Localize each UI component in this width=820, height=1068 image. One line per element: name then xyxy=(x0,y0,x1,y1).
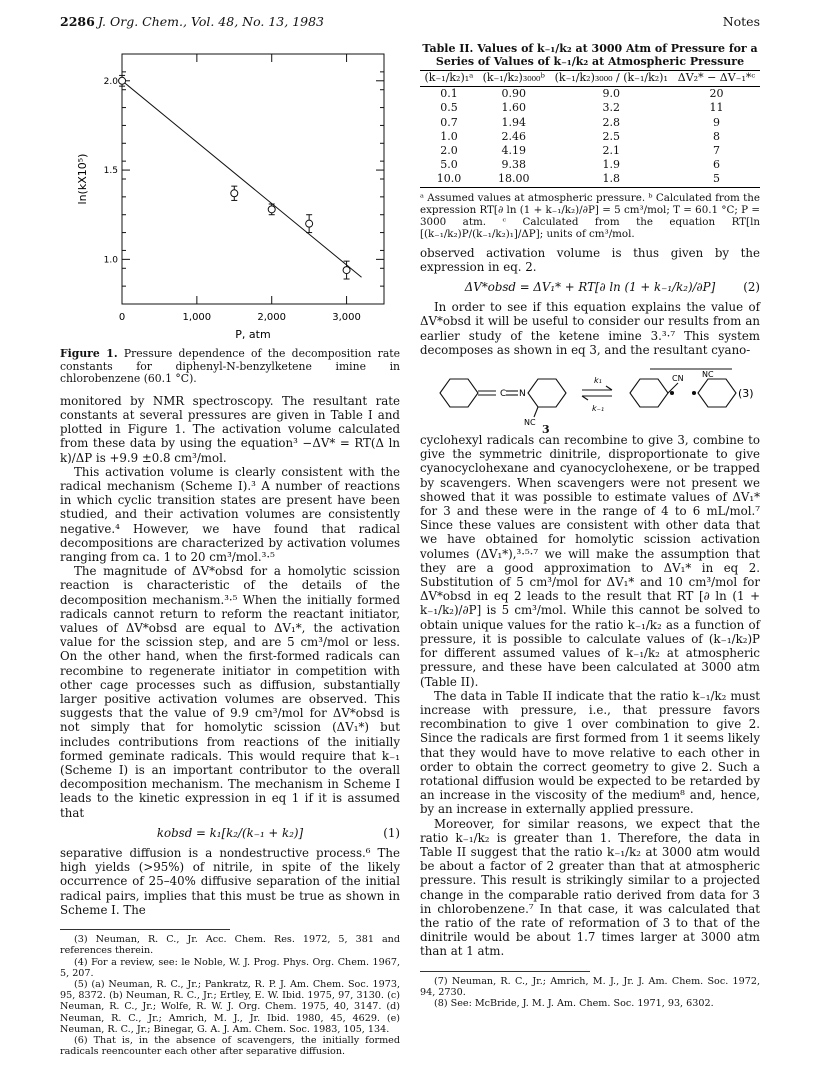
table-row xyxy=(420,87,760,102)
paragraph: Moreover, for similar reasons, we expect that the ratio k₋₁/k₂ is greater than 1. Therefore, the data in Table II suggest that the ratio k₋₁/k₂ at 3000 atm would be about a factor of 2 greater than that at atmospheric pressure. This result is strikingly similar to a projected change in the comparable ratio derived from data for 3 in chlorobenzene.⁷ In that case, it was calculated that the ratio of the rate of reformation of 3 to that of the dinitrile would be about 1.7 times larger at 3000 atm than at 1 atm. xyxy=(420,816,760,959)
table-cell: 2.5 xyxy=(602,129,620,143)
table-row xyxy=(420,158,760,172)
scheme-k1-label: k₁ xyxy=(594,376,602,386)
scheme-cn-label-1: CN xyxy=(672,374,684,384)
table-row xyxy=(420,101,760,115)
table-cell: 0.90 xyxy=(501,87,526,101)
paragraph: The magnitude of ΔV*obsd for a homolytic scission reaction is characteristic of the details of the decomposition mechanism.³·⁵ When the initially formed radicals cannot return to reform the reactant initiator, values of ΔV*obsd are equal to ΔV₁*, the activation value for the scission step, and are 5 cm³/mol or less. On the other hand, when the first-formed radicals can recombine to regenerate initiator in competition with other cage processes such as diffusion, substantially larger positive activation volumes are observed. This suggests that the value of 9.9 cm³/mol for ΔV*obsd is not simply that for homolytic scission (ΔV₁*) but includes contributions from reactions of the initially formed geminate radicals. This would require that k₋₁ (Scheme I) is an important contributor to the overall decomposition mechanism. The mechanism in Scheme I leads to the kinetic expression in eq 1 if it is assumed that xyxy=(60,564,400,820)
table-2-notes: ᵃ Assumed values at atmospheric pressure. ᵇ Calculated from the expression RT[∂ ln (1 + k₋₁/k₂)/∂P] = 5 cm³/mol; T = 60.1 °C; P = 3000 atm. ᶜ Calculated from the equation RT[ln [(k₋₁/k₂)P/(k₋₁/k₂)₁]/ΔP]; units of cm³/mol. xyxy=(420,191,760,240)
table-2-caption: Table II. Values of k₋₁/k₂ at 3000 Atm of Pressure for a Series of Values of k₋₁/k₂ at Atmospheric Pressure xyxy=(422,42,758,68)
table-row xyxy=(420,172,760,187)
scheme-km1-label: k₋₁ xyxy=(592,404,605,414)
table-2-body xyxy=(420,87,760,187)
data-point xyxy=(306,220,313,227)
equation-1-number: (1) xyxy=(383,825,400,840)
table-cell: 1.0 xyxy=(440,129,458,143)
data-point xyxy=(119,77,126,84)
table-cell: 0.5 xyxy=(440,101,458,115)
page-number: 2286 xyxy=(60,14,95,29)
plot-frame xyxy=(122,54,384,304)
table-cell: 1.60 xyxy=(501,101,526,115)
table-cell: 2.8 xyxy=(602,115,620,129)
footnote: (3) Neuman, R. C., Jr. Acc. Chem. Res. 1972, 5, 381 and references therein. xyxy=(60,934,400,957)
x-tick-label: 3,000 xyxy=(332,312,361,323)
data-point xyxy=(231,190,238,197)
table-cell: 5.0 xyxy=(440,158,458,172)
equation-1 xyxy=(60,826,400,840)
figure-1-chart xyxy=(60,44,400,344)
scheme-nc-label-2: NC xyxy=(702,370,714,380)
x-tick-label: 2,000 xyxy=(257,312,287,323)
table-cell: 2.1 xyxy=(602,144,620,158)
scheme-equation-number: (3) xyxy=(738,387,754,401)
paragraph: observed activation volume is thus given by the expression in eq. 2. xyxy=(420,245,760,274)
equation-2 xyxy=(420,280,760,294)
scheme-3-drawing xyxy=(420,361,760,431)
scheme-nc-label: NC xyxy=(524,418,536,428)
paragraph: cyclohexyl radicals can recombine to give 3, combine to give the symmetric dinitrile, disproportionate to give cyanocyclohexane and cyanocyclohexene, or be trapped by scavengers. When scavengers were not present we showed that it was possible to estimate values of ΔV₁* for 3 and these were in the range of 4 to 6 mL/mol.⁷ Since these values are consistent with other data that we have obtained for homolytic scission activation volumes (ΔV₁*),³·⁵·⁷ we will make the assumption that they are a good approximation to ΔV₁* in eq 2. Substitution of 5 cm³/mol for ΔV₁* and 10 cm³/mol for ΔV*obsd in eq 2 leads to the result that RT [∂ ln (1 + k₋₁/k₂)/∂P] is 5 cm³/mol. While this cannot be solved to obtain unique values for the ratio k₋₁/k₂ as a function of pressure, it is possible to calculate values of (k₋₁/k₂)P for different assumed values of k₋₁/k₂ at atmospheric pressure, and these have been calculated at 3000 atm (Table II). xyxy=(420,433,760,689)
table-cell: 20 xyxy=(709,87,724,101)
table-cell: 5 xyxy=(673,172,760,187)
equation-2-body: ΔV*obsd = ΔV₁* + RT[∂ ln (1 + k₋₁/k₂)/∂P] xyxy=(464,280,716,295)
figure-1-caption-text: Pressure dependence of the decomposition rate constants for diphenyl-N-benzylketene imine in chlorobenzene (60.1 °C). xyxy=(60,347,400,386)
scheme-c-label: C xyxy=(500,389,507,400)
table-row xyxy=(420,130,760,144)
table-cell: 10.0 xyxy=(420,172,478,187)
table-cell: 1.8 xyxy=(550,172,673,187)
fit-line xyxy=(122,81,361,277)
table-cell: 9 xyxy=(712,115,720,129)
table-row xyxy=(420,116,760,130)
table-cell: 11 xyxy=(709,101,724,115)
table-header: (k₋₁/k₂)₃₀₀₀ / (k₋₁/k₂)₁ xyxy=(550,71,673,86)
paragraph: This activation volume is clearly consistent with the radical mechanism (Scheme I).³ A number of reactions in which cyclic transition states are present have been studied, and their activation volumes are consistently negative.⁴ However, we have found that radical decompositions are characterized by activation volumes ranging from ca. 1 to 20 cm³/mol.³·⁵ xyxy=(60,464,400,565)
x-tick-label: 0 xyxy=(118,312,126,323)
table-row xyxy=(420,144,760,158)
section-name: Notes xyxy=(722,14,760,29)
y-tick-label: 2.0 xyxy=(103,76,118,87)
equation-2-number: (2) xyxy=(743,280,760,295)
table-cell: 6 xyxy=(712,158,720,172)
table-cell: 9.0 xyxy=(602,87,620,101)
figure-1-caption xyxy=(60,348,400,386)
table-cell: 0.7 xyxy=(440,115,458,129)
table-header: (k₋₁/k₂)₁ᵃ xyxy=(420,71,478,86)
figure-1-caption-label: Figure 1. xyxy=(60,347,118,360)
paragraph: The data in Table II indicate that the ratio k₋₁/k₂ must increase with pressure, i.e., that pressure favors recombination to give 1 over combination to give 2. Since the radicals are first formed from 1 it seems likely that they would have to move relative to each other in order to obtain the correct geometry to give 2. Such a rotational diffusion would be expected to be retarded by an increase in the viscosity of the medium⁸ and, hence, by an increase in externally applied pressure. xyxy=(420,688,760,817)
footnote: (8) See: McBride, J. M. J. Am. Chem. Soc. 1971, 93, 6302. xyxy=(434,997,714,1009)
running-header xyxy=(60,14,760,34)
footnote: (6) That is, in the absence of scavengers, the initially formed radicals reencounter each other after separative diffusion. xyxy=(60,1034,400,1058)
table-cell: 1.9 xyxy=(602,158,620,172)
table-header: ΔV₂* − ΔV₋₁*ᶜ xyxy=(673,71,760,86)
journal-citation: J. Org. Chem., Vol. 48, No. 13, 1983 xyxy=(98,14,325,29)
table-cell: 4.19 xyxy=(501,144,526,158)
data-point xyxy=(343,267,350,274)
paragraph: In order to see if this equation explains the value of ΔV*obsd it will be useful to consider our results from an earlier study of the ketene imine 3.³·⁷ This system decomposes as shown in eq 3, and the resultant cyano- xyxy=(420,300,760,357)
y-tick-label: 1.5 xyxy=(103,166,118,177)
table-cell: 2.46 xyxy=(501,129,526,143)
y-axis-label: ln(kX10⁵) xyxy=(76,153,89,205)
table-cell: 0.1 xyxy=(440,87,458,101)
scheme-n-label: N xyxy=(519,389,526,400)
reaction-scheme-3 xyxy=(420,361,760,437)
figure-1 xyxy=(60,44,400,344)
table-cell: 3.2 xyxy=(602,101,620,115)
x-tick-label: 1,000 xyxy=(182,312,212,323)
table-cell: 2.0 xyxy=(440,144,458,158)
right-column xyxy=(420,42,760,1009)
table-header: (k₋₁/k₂)₃₀₀₀ᵇ xyxy=(478,71,550,86)
footnote: (5) (a) Neuman, R. C., Jr.; Pankratz, R. P. J. Am. Chem. Soc. 1973, 95, 8372. (b) Neuman, R. C., Jr.; Ertley, E. W. Ibid. 1975, 97, 3130. (c) Neuman, R. C., Jr.; Wolfe, R. W. J. Org. Chem. 1975, 40, 3147. (d) Neuman, R. C., Jr.; Amrich, M. J., Jr. Ibid. 1980, 45, 4629. (e) Neuman, R. C., Jr.; Binegar, G. A. J. Am. Chem. Soc. 1983, 105, 134. xyxy=(60,978,400,1035)
compound-number: 3 xyxy=(542,423,550,437)
footnote: (4) For a review, see: le Noble, W. J. Prog. Phys. Org. Chem. 1967, 5, 207. xyxy=(60,956,400,979)
table-2 xyxy=(420,70,760,188)
footnote-divider xyxy=(60,929,230,930)
footnote: (7) Neuman, R. C., Jr.; Amrich, M. J., Jr. J. Am. Chem. Soc. 1972, 94, 2730. xyxy=(420,975,760,998)
footnote-divider xyxy=(420,971,590,972)
left-column xyxy=(60,346,400,1057)
table-cell: 8 xyxy=(712,129,720,143)
data-point xyxy=(268,206,275,213)
table-cell: 7 xyxy=(712,144,720,158)
paragraph: monitored by NMR spectroscopy. The resultant rate constants at several pressures are given in Table I and plotted in Figure 1. The activation volume calculated from these data by using the equation³ −ΔV* = RT(Δ ln k)/ΔP is +9.9 ±0.8 cm³/mol. xyxy=(60,393,400,465)
paragraph: separative diffusion is a nondestructive process.⁶ The high yields (>95%) of nitrile, in spite of the likely occurrence of 25–40% diffusive separation of the initial radical pairs, implies that this must be true as shown in Scheme I. The xyxy=(60,846,400,917)
table-cell: 1.94 xyxy=(501,115,526,129)
x-axis-label: P, atm xyxy=(235,328,271,341)
table-cell: 18.00 xyxy=(478,172,550,187)
y-tick-label: 1.0 xyxy=(103,255,118,266)
equation-1-body: kobsd = k₁[k₂/(k₋₁ + k₂)] xyxy=(156,825,304,840)
table-cell: 9.38 xyxy=(501,158,526,172)
